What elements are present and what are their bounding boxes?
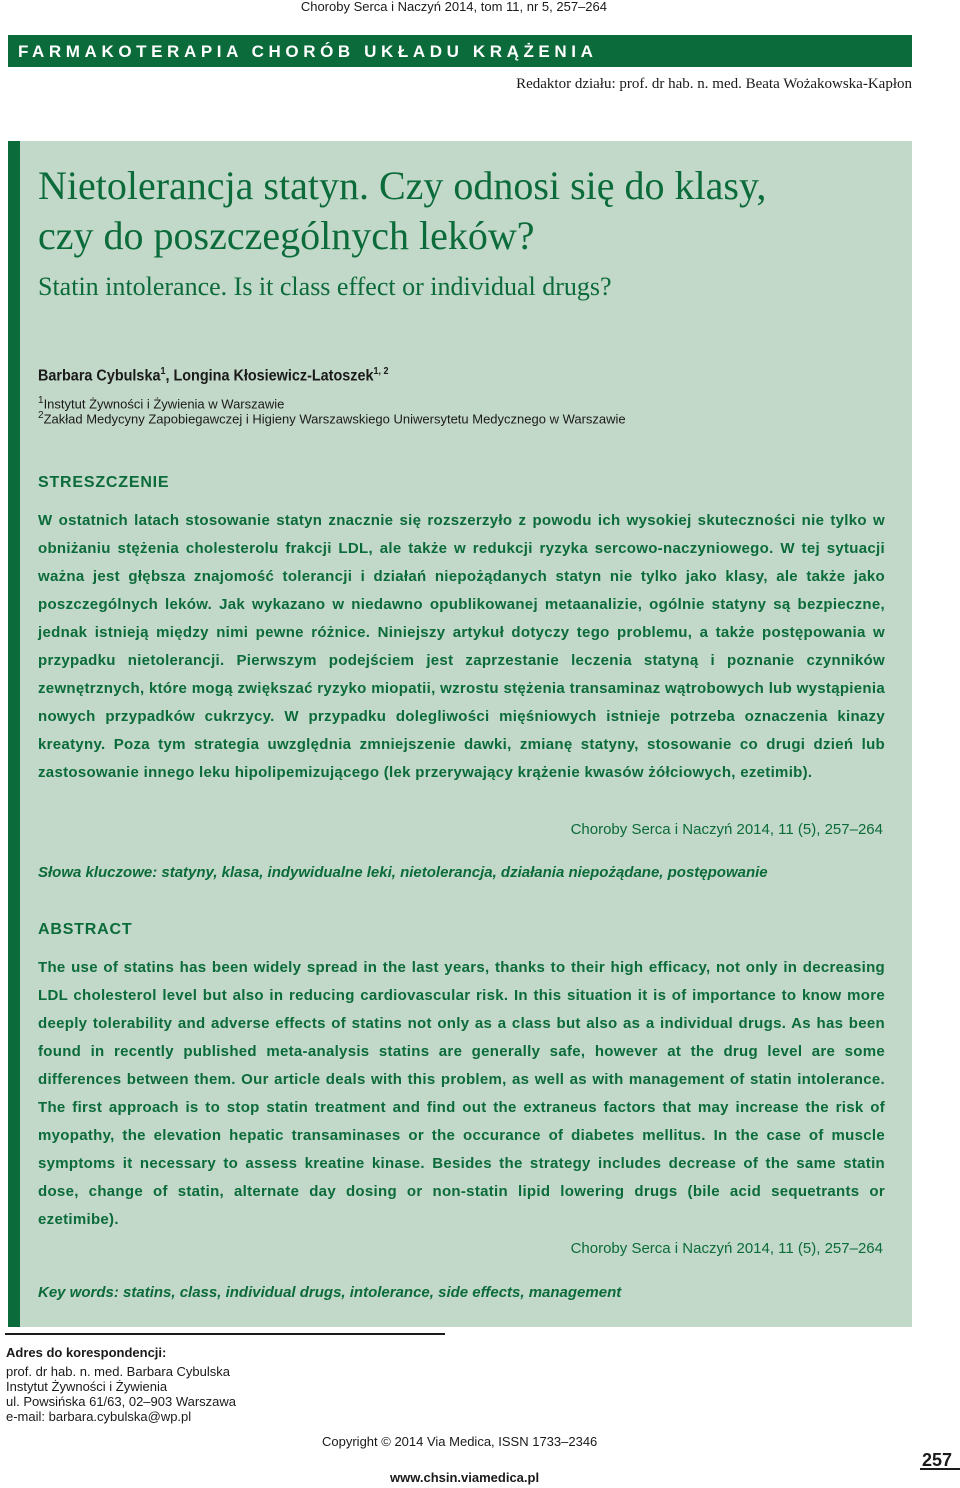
correspondence-heading: Adres do korespondencji:	[6, 1345, 167, 1360]
article-title-pl	[38, 161, 898, 261]
author-affiliation-mark: 1	[160, 366, 166, 377]
correspondence-name: prof. dr hab. n. med. Barbara Cybulska	[6, 1364, 231, 1379]
author-affiliation-mark: 1, 2	[373, 366, 389, 377]
affiliation-2	[38, 410, 626, 426]
keywords-pl: Słowa kluczowe: statyny, klasa, indywidualne leki, nietolerancja, działania niepożądane, postępowanie	[38, 864, 768, 881]
affiliation-number: 1	[38, 395, 44, 406]
correspondence-institution: Instytut Żywności i Żywienia	[6, 1379, 168, 1394]
abstract-text-pl: W ostatnich latach stosowanie statyn znacznie się rozszerzyło z powodu ich wysokiej skuteczności nie tylko w obniżaniu stężenia cholesterolu frakcji LDL, ale także w redukcji ryzyka sercowo-naczyniowego. W tej sytuacji ważna jest głębsza znajomość tolerancji i działań niepożądanych statyn nie tylko jako klasy, ale także jako poszczególnych leków. Jak wykazano w niedawno opublikowanej metaanalizie, ogólnie statyny są bezpieczne, jednak istnieją między nimi pewne różnice. Niniejszy artykuł dotyczy tego problemu, a także postępowania w przypadku nietolerancji. Pierwszym podejściem jest zaprzestanie leczenia statyną i poznanie czynników zewnętrznych, które mogą zwiększać ryzyko miopatii, wzrostu stężenia transaminaz wątrobowych lub wystąpienia nowych przypadków cukrzycy. W przypadku dolegliwości mięśniowych istnieje potrzeba oznaczenia kinazy kreatyny. Poza tym strategia uwzględnia zmniejszenie dawki, zmianę statyny, stosowanie co drugi dzień lub zastosowanie innego leku hipolipemizującego (lek przerywający krążenie kwasów żółciowych, ezetimib).	[38, 512, 885, 781]
journal-website-link[interactable]: www.chsin.viamedica.pl	[390, 1470, 540, 1485]
correspondence-email: e-mail: barbara.cybulska@wp.pl	[6, 1409, 192, 1424]
copyright-notice: Copyright © 2014 Via Medica, ISSN 1733–2346	[322, 1434, 598, 1449]
correspondence-address: ul. Powsińska 61/63, 02–903 Warszawa	[6, 1394, 237, 1409]
section-editor: Redaktor działu: prof. dr hab. n. med. Beata Wożakowska-Kapłon	[516, 76, 912, 92]
abstract-heading-en: ABSTRACT	[38, 921, 133, 938]
citation-pl: Choroby Serca i Naczyń 2014, 11 (5), 257–264	[570, 821, 883, 838]
affiliation-text: Instytut Żywności i Żywienia w Warszawie	[43, 396, 285, 412]
panel-accent-bar	[8, 141, 20, 1327]
correspondence-rule	[5, 1333, 445, 1335]
title-pl-line1: Nietolerancja statyn. Czy odnosi się do klasy,	[38, 163, 767, 208]
abstract-heading-pl: STRESZCZENIE	[38, 474, 170, 491]
title-pl-line2: czy do poszczególnych leków?	[38, 213, 535, 258]
keywords-en: Key words: statins, class, individual drugs, intolerance, side effects, management	[38, 1284, 622, 1301]
section-title: FARMAKOTERAPIA CHORÓB UKŁADU KRĄŻENIA	[18, 42, 598, 61]
journal-reference: Choroby Serca i Naczyń 2014, tom 11, nr 5, 257–264	[300, 0, 607, 14]
affiliation-1	[38, 395, 284, 411]
author-list	[38, 366, 389, 385]
affiliation-text: Zakład Medycyny Zapobiegawczej i Higieny Warszawskiego Uniwersytetu Medycznego w Warszawie	[43, 411, 626, 427]
abstract-text-en: The use of statins has been widely spread in the last years, thanks to their high efficacy, not only in decreasing LDL cholesterol level but also in reducing cardiovascular risk. In this situation it is of importance to know more deeply tolerability and adverse effects of statins not only as a class but also as a individual drugs. As has been found in recently published meta-analysis statins are generally safe, however at the drug level are some differences between them. Our article deals with this problem, as well as with management of statin intolerance. The first approach is to stop statin treatment and find out the extraneus factors that may increase the risk of myopathy, the elevation hepatic transaminases or the occurance of diabetes mellitus. In the case of muscle symptoms it necessary to assess kreatine kinase. Besides the strategy includes decrease of the same statin dose, change of statin, alternate day dosing or non-statin lipid lowering drugs (bile acid sequetrants or ezetimibe).	[38, 959, 885, 1228]
section-banner	[8, 35, 912, 67]
author-separator: ,	[165, 367, 174, 385]
page-number: 257	[922, 1450, 953, 1470]
citation-en: Choroby Serca i Naczyń 2014, 11 (5), 257–264	[570, 1240, 883, 1257]
author-name: Barbara Cybulska	[38, 367, 161, 385]
author-name: Longina Kłosiewicz-Latoszek	[173, 367, 374, 385]
article-title-en: Statin intolerance. Is it class effect or individual drugs?	[38, 272, 612, 301]
affiliation-number: 2	[38, 410, 44, 421]
